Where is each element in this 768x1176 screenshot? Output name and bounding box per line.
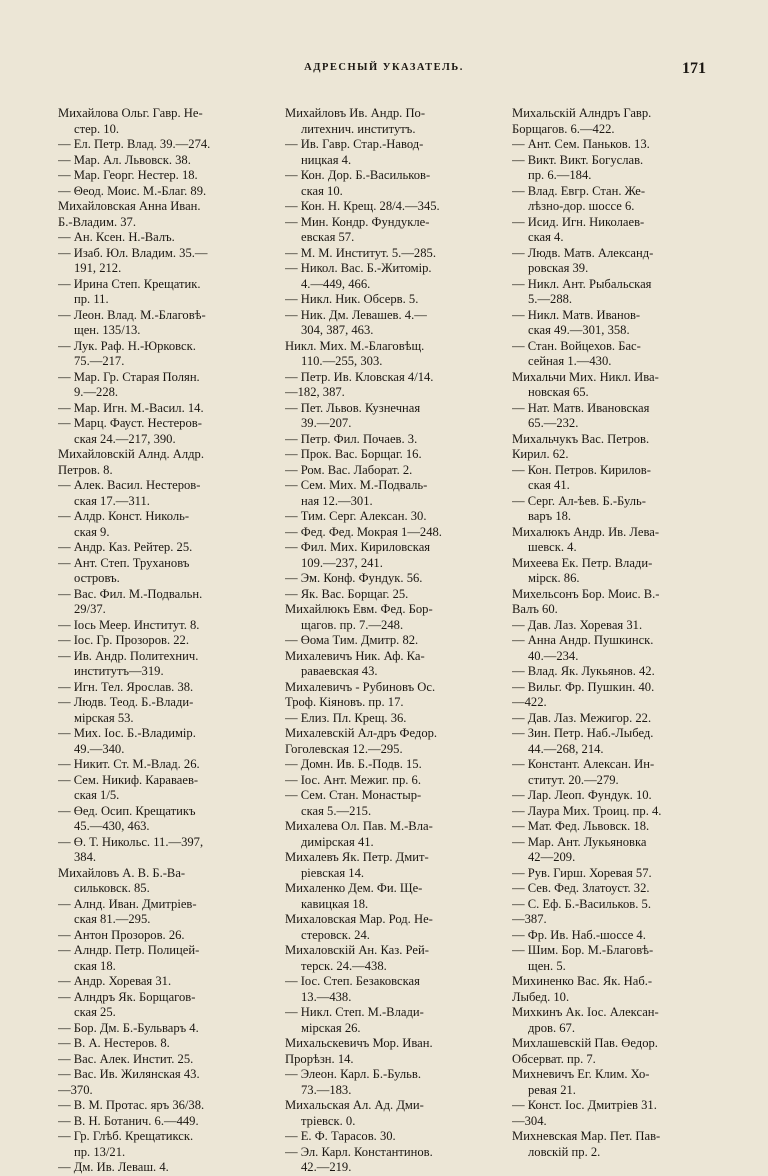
entry-line: — Ирина Степ. Крещатик. — [58, 276, 201, 291]
entry-line: — Петр. Ив. Кловская 4/14. — [285, 369, 434, 384]
entry-line: ницкая 4. — [301, 152, 352, 167]
entry-line: — Никл. Степ. М.-Влади- — [285, 1005, 424, 1019]
entry-line: — Гр. Глѣб. Крещатикск. — [58, 1129, 194, 1143]
entry-line: Михайловъ Ив. Андр. По- — [285, 106, 426, 120]
entry-line: ская 4. — [528, 230, 564, 244]
entry-line: Михельсонъ Бор. Моис. В.- — [512, 586, 660, 601]
entry-line: Михальчукъ Вас. Петров. — [512, 431, 650, 446]
entry-line: 39.—207. — [301, 416, 352, 430]
entry-line: — Елиз. Пл. Крещ. 36. — [285, 710, 407, 725]
entry-line: Обсерват. пр. 7. — [512, 1051, 596, 1066]
entry-line: —370. — [58, 1082, 93, 1097]
entry-line: — Іос. Степ. Безаковская — [285, 974, 420, 988]
entry-line: Михалевичъ - Рубиновъ Ос. — [285, 679, 436, 694]
page-number: 171 — [682, 60, 706, 77]
entry-line: стер. 10. — [74, 121, 120, 136]
entry-line: — Эл. Карл. Константинов. — [285, 1144, 433, 1159]
entry-line: — Петр. Фил. Почаев. 3. — [285, 431, 418, 446]
entry-line: ская 24.—217, 390. — [74, 431, 176, 446]
entry-line: 304, 387, 463. — [301, 323, 374, 337]
entry-line: Михальская Ал. Ад. Дми- — [285, 1098, 424, 1112]
column-1 — [58, 106, 258, 1176]
entry-line: 4.—449, 466. — [301, 276, 371, 291]
entry-line: — Мат. Фед. Львовск. 18. — [512, 819, 650, 833]
entry-line: — Стан. Войцехов. Бас- — [512, 338, 641, 353]
entry-line: — Вильг. Фр. Пушкин. 40. — [512, 679, 655, 694]
entry-line: — Дав. Лаз. Межигор. 22. — [512, 710, 652, 725]
entry-line: 49.—340. — [74, 741, 125, 756]
entry-line: — Домн. Ив. Б.-Подв. 15. — [285, 757, 422, 771]
entry-line: Михалевъ Як. Петр. Дмит- — [285, 850, 429, 864]
column-3 — [512, 106, 712, 1160]
entry-line: — Фил. Мих. Кириловская — [285, 540, 431, 554]
entry-line: — Констант. Алексан. Ин- — [512, 757, 655, 771]
entry-line: — Ив. Андр. Политехнич. — [58, 648, 199, 663]
entry-line: — Серг. Ал-ѣев. Б.-Буль- — [512, 493, 646, 508]
entry-line: — Ө. Т. Никольс. 11.—397, — [58, 834, 204, 849]
entry-line: — Мар. Игн. М.-Васил. 14. — [58, 400, 204, 415]
entry-line: Михальскiй Алндръ Гавр. — [512, 106, 652, 120]
entry-line: — Фр. Ив. Наб.-шоссе 4. — [512, 927, 646, 942]
entry-line: ловскiй пр. 2. — [528, 1144, 601, 1159]
entry-line: — С. Еф. Б.-Васильков. 5. — [512, 896, 651, 911]
entry-line: — Прок. Вас. Борщаг. 16. — [285, 447, 422, 461]
entry-line: —387. — [512, 912, 547, 926]
entry-line: — Сем. Стан. Монастыр- — [285, 788, 422, 802]
entry-line: 5.—288. — [528, 292, 573, 306]
entry-line: 75.—217. — [74, 354, 125, 368]
entry-line: — Никл. Матв. Иванов- — [512, 307, 641, 322]
entry-line: — Пет. Львов. Кузнечная — [285, 400, 421, 415]
entry-line: димiрская 41. — [301, 834, 374, 849]
entry-line: — В. Н. Ботанич. 6.—449. — [58, 1113, 199, 1128]
entry-line: — Изаб. Юл. Владим. 35.— — [58, 245, 208, 260]
entry-line: ровская 39. — [528, 261, 589, 275]
entry-line: институтъ—319. — [74, 664, 164, 678]
entry-line: Михайловскiй Алнд. Алдр. — [58, 447, 205, 461]
entry-line: Борщагов. 6.—422. — [512, 121, 615, 136]
entry-line: — Кон. Дор. Б.-Васильков- — [285, 168, 431, 182]
entry-line: ская 41. — [528, 478, 570, 492]
running-head: АДРЕСНЫЙ УКАЗАТЕЛЬ. — [304, 62, 464, 73]
entry-line: Михневичъ Ег. Клим. Хо- — [512, 1067, 650, 1081]
entry-line: — Дав. Лаз. Хоревая 31. — [512, 617, 643, 632]
entry-line: Прорѣзн. 14. — [285, 1051, 354, 1066]
entry-line: Михайловъ А. В. Б.-Ва- — [58, 865, 186, 880]
entry-line: Валъ 60. — [512, 602, 558, 616]
entry-line: — Өома Тим. Дмитр. 82. — [285, 633, 419, 647]
entry-line: 384. — [74, 850, 97, 864]
entry-line: — В. М. Протас. яръ 36/38. — [58, 1098, 205, 1112]
entry-line: — Никл. Ант. Рыбальская — [512, 276, 652, 291]
entry-line: Михиненко Вас. Як. Наб.- — [512, 974, 653, 988]
entry-line: — Лар. Леоп. Фундук. 10. — [512, 788, 652, 802]
entry-line: ская 10. — [301, 183, 343, 198]
entry-line: ская 81.—295. — [74, 912, 151, 926]
entry-line: — Алдр. Конст. Николь- — [58, 509, 190, 523]
column-2 — [285, 106, 485, 1176]
entry-line: — Лук. Раф. Н.-Юрковск. — [58, 338, 196, 353]
entry-line: ная 12.—301. — [301, 493, 373, 508]
entry-line: 9.—228. — [74, 385, 119, 399]
entry-line: — Рув. Гирш. Хоревая 57. — [512, 865, 652, 880]
entry-line: — Людв. Матв. Александ- — [512, 245, 654, 260]
entry-line: — Алек. Васил. Нестеров- — [58, 478, 201, 492]
entry-line: — Никл. Ник. Обсерв. 5. — [285, 292, 419, 306]
entry-line: — Кон. Петров. Кирилов- — [512, 462, 651, 477]
entry-line: — Сем. Никиф. Караваев- — [58, 772, 199, 787]
entry-line: — Іос. Гр. Прозоров. 22. — [58, 633, 189, 647]
entry-line: варъ 18. — [528, 509, 572, 523]
entry-line: Лыбед. 10. — [512, 989, 570, 1004]
entry-line: Михаленко Дем. Фи. Ще- — [285, 881, 423, 895]
entry-line: — Викт. Викт. Богуслав. — [512, 152, 644, 167]
entry-line: — Алнд. Иван. Дмитрiев- — [58, 896, 197, 911]
entry-line: — Вас. Алек. Инстит. 25. — [58, 1051, 194, 1066]
entry-line: ская 17.—311. — [74, 493, 150, 508]
entry-line: Михкинъ Ак. Іос. Алексан- — [512, 1005, 659, 1019]
entry-line: — Ив. Гавр. Стар.-Навод- — [285, 137, 424, 151]
entry-line: пр. 13/21. — [74, 1144, 126, 1159]
entry-line: ская 25. — [74, 1005, 116, 1019]
entry-line: — Кон. Н. Крещ. 28/4.—345. — [285, 199, 440, 213]
entry-line: ревая 21. — [528, 1082, 576, 1097]
entry-line: 29/37. — [74, 602, 106, 616]
entry-line: — Людв. Теод. Б.-Влади- — [58, 695, 194, 709]
entry-line: 40.—234. — [528, 648, 579, 663]
entry-line: — Нат. Матв. Ивановская — [512, 400, 650, 415]
entry-line: 109.—237, 241. — [301, 555, 383, 570]
entry-line: 44.—268, 214. — [528, 741, 604, 756]
entry-line: — Вас. Ив. Жилянская 43. — [58, 1067, 200, 1081]
entry-line: — Мар. Ал. Львовск. 38. — [58, 152, 191, 167]
entry-line: сильковск. 85. — [74, 881, 150, 895]
entry-line: ская 18. — [74, 958, 116, 973]
entry-line: — Анна Андр. Пушкинск. — [512, 633, 654, 647]
entry-line: — Андр. Хоревая 31. — [58, 974, 172, 988]
entry-line: — Алндръ Як. Борщагов- — [58, 989, 196, 1004]
entry-line: ститут. 20.—279. — [528, 772, 619, 787]
entry-line: мiрская 53. — [74, 710, 134, 725]
entry-line: — Влад. Евгр. Стан. Же- — [512, 183, 646, 198]
entry-line: — Никол. Вас. Б.-Житомiр. — [285, 261, 432, 275]
entry-line: —422. — [512, 695, 547, 709]
entry-line: — Бор. Дм. Б.-Бульваръ 4. — [58, 1020, 199, 1035]
entry-line: — В. А. Нестеров. 8. — [58, 1036, 170, 1050]
entry-line: кавицкая 18. — [301, 896, 369, 911]
entry-line: — Шим. Бор. М.-Благовѣ- — [512, 943, 654, 957]
entry-line: — Мар. Гр. Старая Полян. — [58, 369, 200, 384]
entry-line: 73.—183. — [301, 1082, 352, 1097]
entry-line: Михайлюкъ Евм. Фед. Бор- — [285, 602, 433, 616]
entry-line: Михаловскiй Ан. Каз. Рей- — [285, 943, 429, 957]
entry-line: — Фед. Фед. Мокрая 1—248. — [285, 524, 442, 539]
entry-line: — Алндр. Петр. Полицей- — [58, 943, 200, 957]
entry-line: — Конст. Іос. Дмитрiев 31. — [512, 1098, 657, 1112]
entry-line: Михальскевичъ Мор. Иван. — [285, 1036, 433, 1050]
entry-line: — Ант. Сем. Паньков. 13. — [512, 137, 650, 151]
entry-line: ская 1/5. — [74, 788, 120, 802]
entry-line: Никл. Мих. М.-Благовѣщ. — [285, 338, 425, 353]
entry-line: 42—209. — [528, 850, 576, 864]
entry-line: рiевская 14. — [301, 865, 365, 880]
entry-line: — Сев. Фед. Златоуст. 32. — [512, 881, 650, 895]
entry-line: — Ант. Степ. Трухановъ — [58, 555, 190, 570]
entry-line: пр. 6.—184. — [528, 168, 592, 182]
entry-line: щен. 135/13. — [74, 323, 141, 337]
entry-line: терск. 24.—438. — [301, 958, 387, 973]
entry-line: Б.-Владим. 37. — [58, 214, 137, 229]
entry-line: — Мин. Кондр. Фундукле- — [285, 214, 430, 229]
entry-line: — Дм. Ив. Леваш. 4. — [58, 1160, 169, 1174]
entry-line: — Андр. Каз. Рейтер. 25. — [58, 540, 193, 554]
entry-line: — Мар. Ант. Лукьяновка — [512, 834, 647, 849]
entry-line: Троф. Кiяновъ. пр. 17. — [285, 695, 404, 709]
entry-line: пр. 11. — [74, 292, 109, 306]
entry-line: Михалевичъ Ник. Аф. Ка- — [285, 648, 425, 663]
entry-line: — Антон Прозоров. 26. — [58, 927, 185, 942]
entry-line: 65.—232. — [528, 416, 579, 430]
entry-line: новская 65. — [528, 385, 589, 399]
entry-line: Михалюкъ Андр. Ив. Лева- — [512, 524, 660, 539]
entry-line: — Ром. Вас. Лаборат. 2. — [285, 462, 413, 477]
entry-line: — Сем. Мих. М.-Подваль- — [285, 478, 428, 492]
entry-line: — Зин. Петр. Наб.-Лыбед. — [512, 726, 654, 740]
entry-line: островъ. — [74, 571, 120, 585]
entry-line: — Тим. Серг. Алексан. 30. — [285, 509, 427, 523]
entry-line: мiрская 26. — [301, 1020, 361, 1035]
entry-line: — Е. Ф. Тарасов. 30. — [285, 1129, 396, 1143]
entry-line: евская 57. — [301, 230, 355, 244]
entry-line: трiевск. 0. — [301, 1113, 356, 1128]
entry-line: — Өед. Осип. Крещатикъ — [58, 803, 196, 818]
entry-line: мiрск. 86. — [528, 571, 580, 585]
entry-line: шевск. 4. — [528, 540, 577, 554]
entry-line: — Θеод. Моис. М.-Благ. 89. — [58, 183, 207, 198]
entry-line: 191, 212. — [74, 261, 122, 275]
entry-line: — Исид. Игн. Николаев- — [512, 214, 645, 229]
entry-line: — Як. Вас. Борщаг. 25. — [285, 586, 409, 601]
entry-line: 110.—255, 303. — [301, 354, 383, 368]
entry-line: Гоголевская 12.—295. — [285, 741, 403, 756]
entry-line: сейная 1.—430. — [528, 354, 612, 368]
entry-line: Кирил. 62. — [512, 447, 569, 461]
entry-line: — Іос. Ант. Межиг. пр. 6. — [285, 772, 422, 787]
entry-line: — Мих. Іос. Б.-Владимiр. — [58, 726, 196, 740]
entry-line: 45.—430, 463. — [74, 819, 150, 833]
entry-line: Михлашевскiй Пав. Өедор. — [512, 1036, 658, 1050]
entry-line: — Іось Меер. Институт. 8. — [58, 617, 200, 632]
entry-line: щен. 5. — [528, 958, 566, 973]
entry-line: 13.—438. — [301, 989, 352, 1004]
entry-line: Михалева Ол. Пав. М.-Вла- — [285, 819, 433, 833]
entry-line: дров. 67. — [528, 1020, 575, 1035]
entry-line: литехнич. институтъ. — [301, 121, 416, 136]
entry-line: Михайлова Ольг. Гавр. Не- — [58, 106, 203, 120]
entry-line: щагов. пр. 7.—248. — [301, 617, 404, 632]
entry-line: — Влад. Як. Лукьянов. 42. — [512, 664, 655, 678]
entry-line: — Вас. Фил. М.-Подвальн. — [58, 586, 203, 601]
entry-line: — Ел. Петр. Влад. 39.—274. — [58, 137, 211, 151]
entry-line: — Лаура Мих. Троиц. пр. 4. — [512, 803, 662, 818]
entry-line: Михайловская Анна Иван. — [58, 199, 201, 213]
entry-line: Михаловская Мар. Род. Не- — [285, 912, 433, 926]
entry-line: 42.—219. — [301, 1160, 352, 1174]
entry-line: Михеева Ек. Петр. Влади- — [512, 555, 653, 570]
entry-line: — Марц. Фауст. Нестеров- — [58, 416, 202, 430]
entry-line: ская 5.—215. — [301, 803, 372, 818]
entry-line: — Леон. Влад. М.-Благовѣ- — [58, 307, 206, 322]
entry-line: ская 9. — [74, 524, 110, 539]
entry-line: — Ник. Дм. Левашев. 4.— — [285, 307, 427, 322]
entry-line: Михальчи Мих. Никл. Ива- — [512, 369, 659, 384]
entry-line: — Эм. Конф. Фундук. 56. — [285, 571, 423, 585]
entry-line: — Мар. Георг. Нестер. 18. — [58, 168, 198, 182]
entry-line: Михневская Мар. Пет. Пав- — [512, 1129, 661, 1143]
entry-line: —182, 387. — [285, 385, 345, 399]
entry-line: — М. М. Институт. 5.—285. — [285, 245, 436, 260]
entry-line: — Элеон. Карл. Б.-Бульв. — [285, 1067, 421, 1081]
entry-line: Михалевскiй Ал-дръ Федор. — [285, 726, 438, 740]
entry-line: —304. — [512, 1113, 547, 1128]
entry-line: раваевская 43. — [301, 664, 378, 678]
entry-line: — Ан. Ксен. Н.-Валъ. — [58, 230, 175, 244]
entry-line: лѣзно-дор. шоссе 6. — [528, 199, 635, 213]
entry-line: ская 49.—301, 358. — [528, 323, 630, 337]
entry-line: — Игн. Тел. Ярослав. 38. — [58, 679, 194, 694]
entry-line: стеровск. 24. — [301, 927, 370, 942]
entry-line: — Никит. Ст. М.-Влад. 26. — [58, 757, 200, 771]
entry-line: Петров. 8. — [58, 462, 113, 477]
